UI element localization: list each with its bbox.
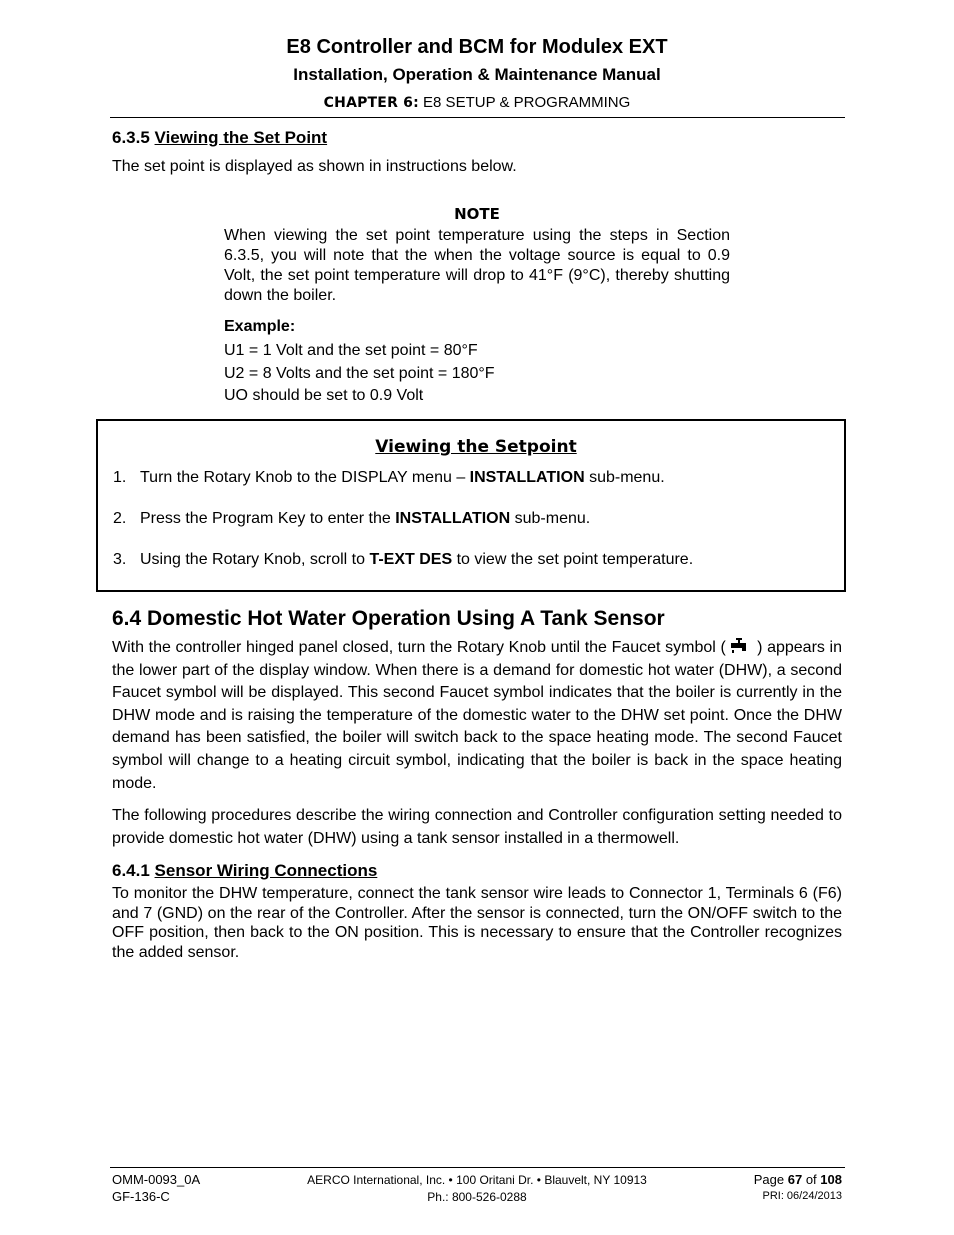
step-bold-term: T-EXT DES bbox=[369, 551, 453, 568]
document-title: E8 Controller and BCM for Modulex EXT bbox=[286, 36, 668, 58]
note-text: When viewing the set point temperature using the steps in Section 6.3.5, you will note that the when the voltage source is equal to 0.9 Volt, the set point temperature will drop to 41°F (9°C), thereby shutting down the boiler. bbox=[224, 227, 730, 304]
page-current: 67 bbox=[787, 1172, 803, 1187]
step-number: 3. bbox=[113, 551, 127, 568]
footer-divider bbox=[110, 1167, 845, 1168]
section-641-number: 6.4.1 bbox=[112, 861, 150, 880]
footer-page-number bbox=[754, 1172, 842, 1187]
step-text: Turn the Rotary Knob to the DISPLAY menu – bbox=[140, 469, 470, 486]
example-line: U1 = 1 Volt and the set point = 80°F bbox=[224, 342, 478, 359]
step-text: Using the Rotary Knob, scroll to bbox=[140, 551, 370, 568]
step-bold-term: INSTALLATION bbox=[469, 469, 585, 486]
footer-doc-number: OMM-0093_0A bbox=[112, 1172, 201, 1187]
section-635-heading bbox=[112, 128, 327, 148]
chapter-heading bbox=[0, 94, 954, 111]
procedure-step bbox=[140, 469, 665, 487]
step-text: to view the set point temperature. bbox=[452, 551, 694, 568]
page-label: Page bbox=[753, 1172, 785, 1187]
step-text: sub-menu. bbox=[510, 510, 591, 527]
document-subtitle: Installation, Operation & Maintenance Manual bbox=[293, 65, 661, 84]
chapter-label: CHAPTER 6: bbox=[323, 95, 419, 111]
example-line: UO should be set to 0.9 Volt bbox=[224, 387, 424, 404]
section-641-text: To monitor the DHW temperature, connect the tank sensor wire leads to Connector 1, Terminals 6 (F6) and 7 (GND) on the rear of the Controller. After the sensor is connected, turn the ON/OFF switch to the OFF position, then back to the ON position. This is necessary to ensure that the Controller recognizes the added sensor. bbox=[112, 885, 842, 962]
step-number: 1. bbox=[113, 469, 127, 486]
section-64-paragraph-2: The following procedures describe the wiring connection and Controller configuration setting needed to provide domestic hot water (DHW) using a tank sensor installed in a thermowell. bbox=[112, 807, 842, 847]
footer-company: AERCO International, Inc. • 100 Oritani Dr. • Blauvelt, NY 10913 bbox=[307, 1173, 647, 1187]
section-64-heading: 6.4 Domestic Hot Water Operation Using A Tank Sensor bbox=[112, 607, 665, 630]
step-bold-term: INSTALLATION bbox=[395, 510, 511, 527]
procedure-step bbox=[140, 551, 693, 569]
step-number: 2. bbox=[113, 510, 127, 527]
faucet-icon bbox=[730, 638, 752, 654]
section-641-heading bbox=[112, 861, 377, 881]
section-64-paragraph-1 bbox=[112, 637, 842, 795]
section-641-title: Sensor Wiring Connections bbox=[154, 861, 378, 880]
note-heading: NOTE bbox=[454, 205, 500, 223]
procedure-step bbox=[140, 510, 590, 528]
section-635-intro: The set point is displayed as shown in instructions below. bbox=[112, 158, 517, 175]
page-of: of bbox=[805, 1172, 817, 1187]
section-635-title: Viewing the Set Point bbox=[154, 128, 328, 147]
page-total: 108 bbox=[820, 1172, 842, 1187]
header-divider bbox=[110, 117, 845, 118]
footer-phone: Ph.: 800-526-0288 bbox=[427, 1190, 527, 1204]
paragraph-text: With the controller hinged panel closed, turn the Rotary Knob until the Faucet symbol ( bbox=[112, 639, 726, 656]
chapter-title: E8 SETUP & PROGRAMMING bbox=[423, 94, 631, 111]
footer-form-number: GF-136-C bbox=[112, 1189, 170, 1204]
example-label: Example: bbox=[224, 318, 296, 335]
example-line: U2 = 8 Volts and the set point = 180°F bbox=[224, 365, 495, 382]
step-text: sub-menu. bbox=[584, 469, 665, 486]
section-635-number: 6.3.5 bbox=[112, 128, 150, 147]
procedure-title: Viewing the Setpoint bbox=[375, 437, 577, 457]
paragraph-text: ) appears in the lower part of the display window. When there is a demand for domestic hot water (DHW), a second Faucet symbol will be displayed. This second Faucet symbol indicates that the boiler is currently in the DHW mode and is raising the temperature of the domestic water to the DHW set point. Once the DHW demand has been satisfied, the boiler will switch back to the space heating mode. The second Faucet symbol will change to a heating circuit symbol, indicating that the boiler is back in the space heating mode. bbox=[112, 639, 843, 792]
footer-pri-date: PRI: 06/24/2013 bbox=[762, 1190, 842, 1202]
step-text: Press the Program Key to enter the bbox=[140, 510, 396, 527]
